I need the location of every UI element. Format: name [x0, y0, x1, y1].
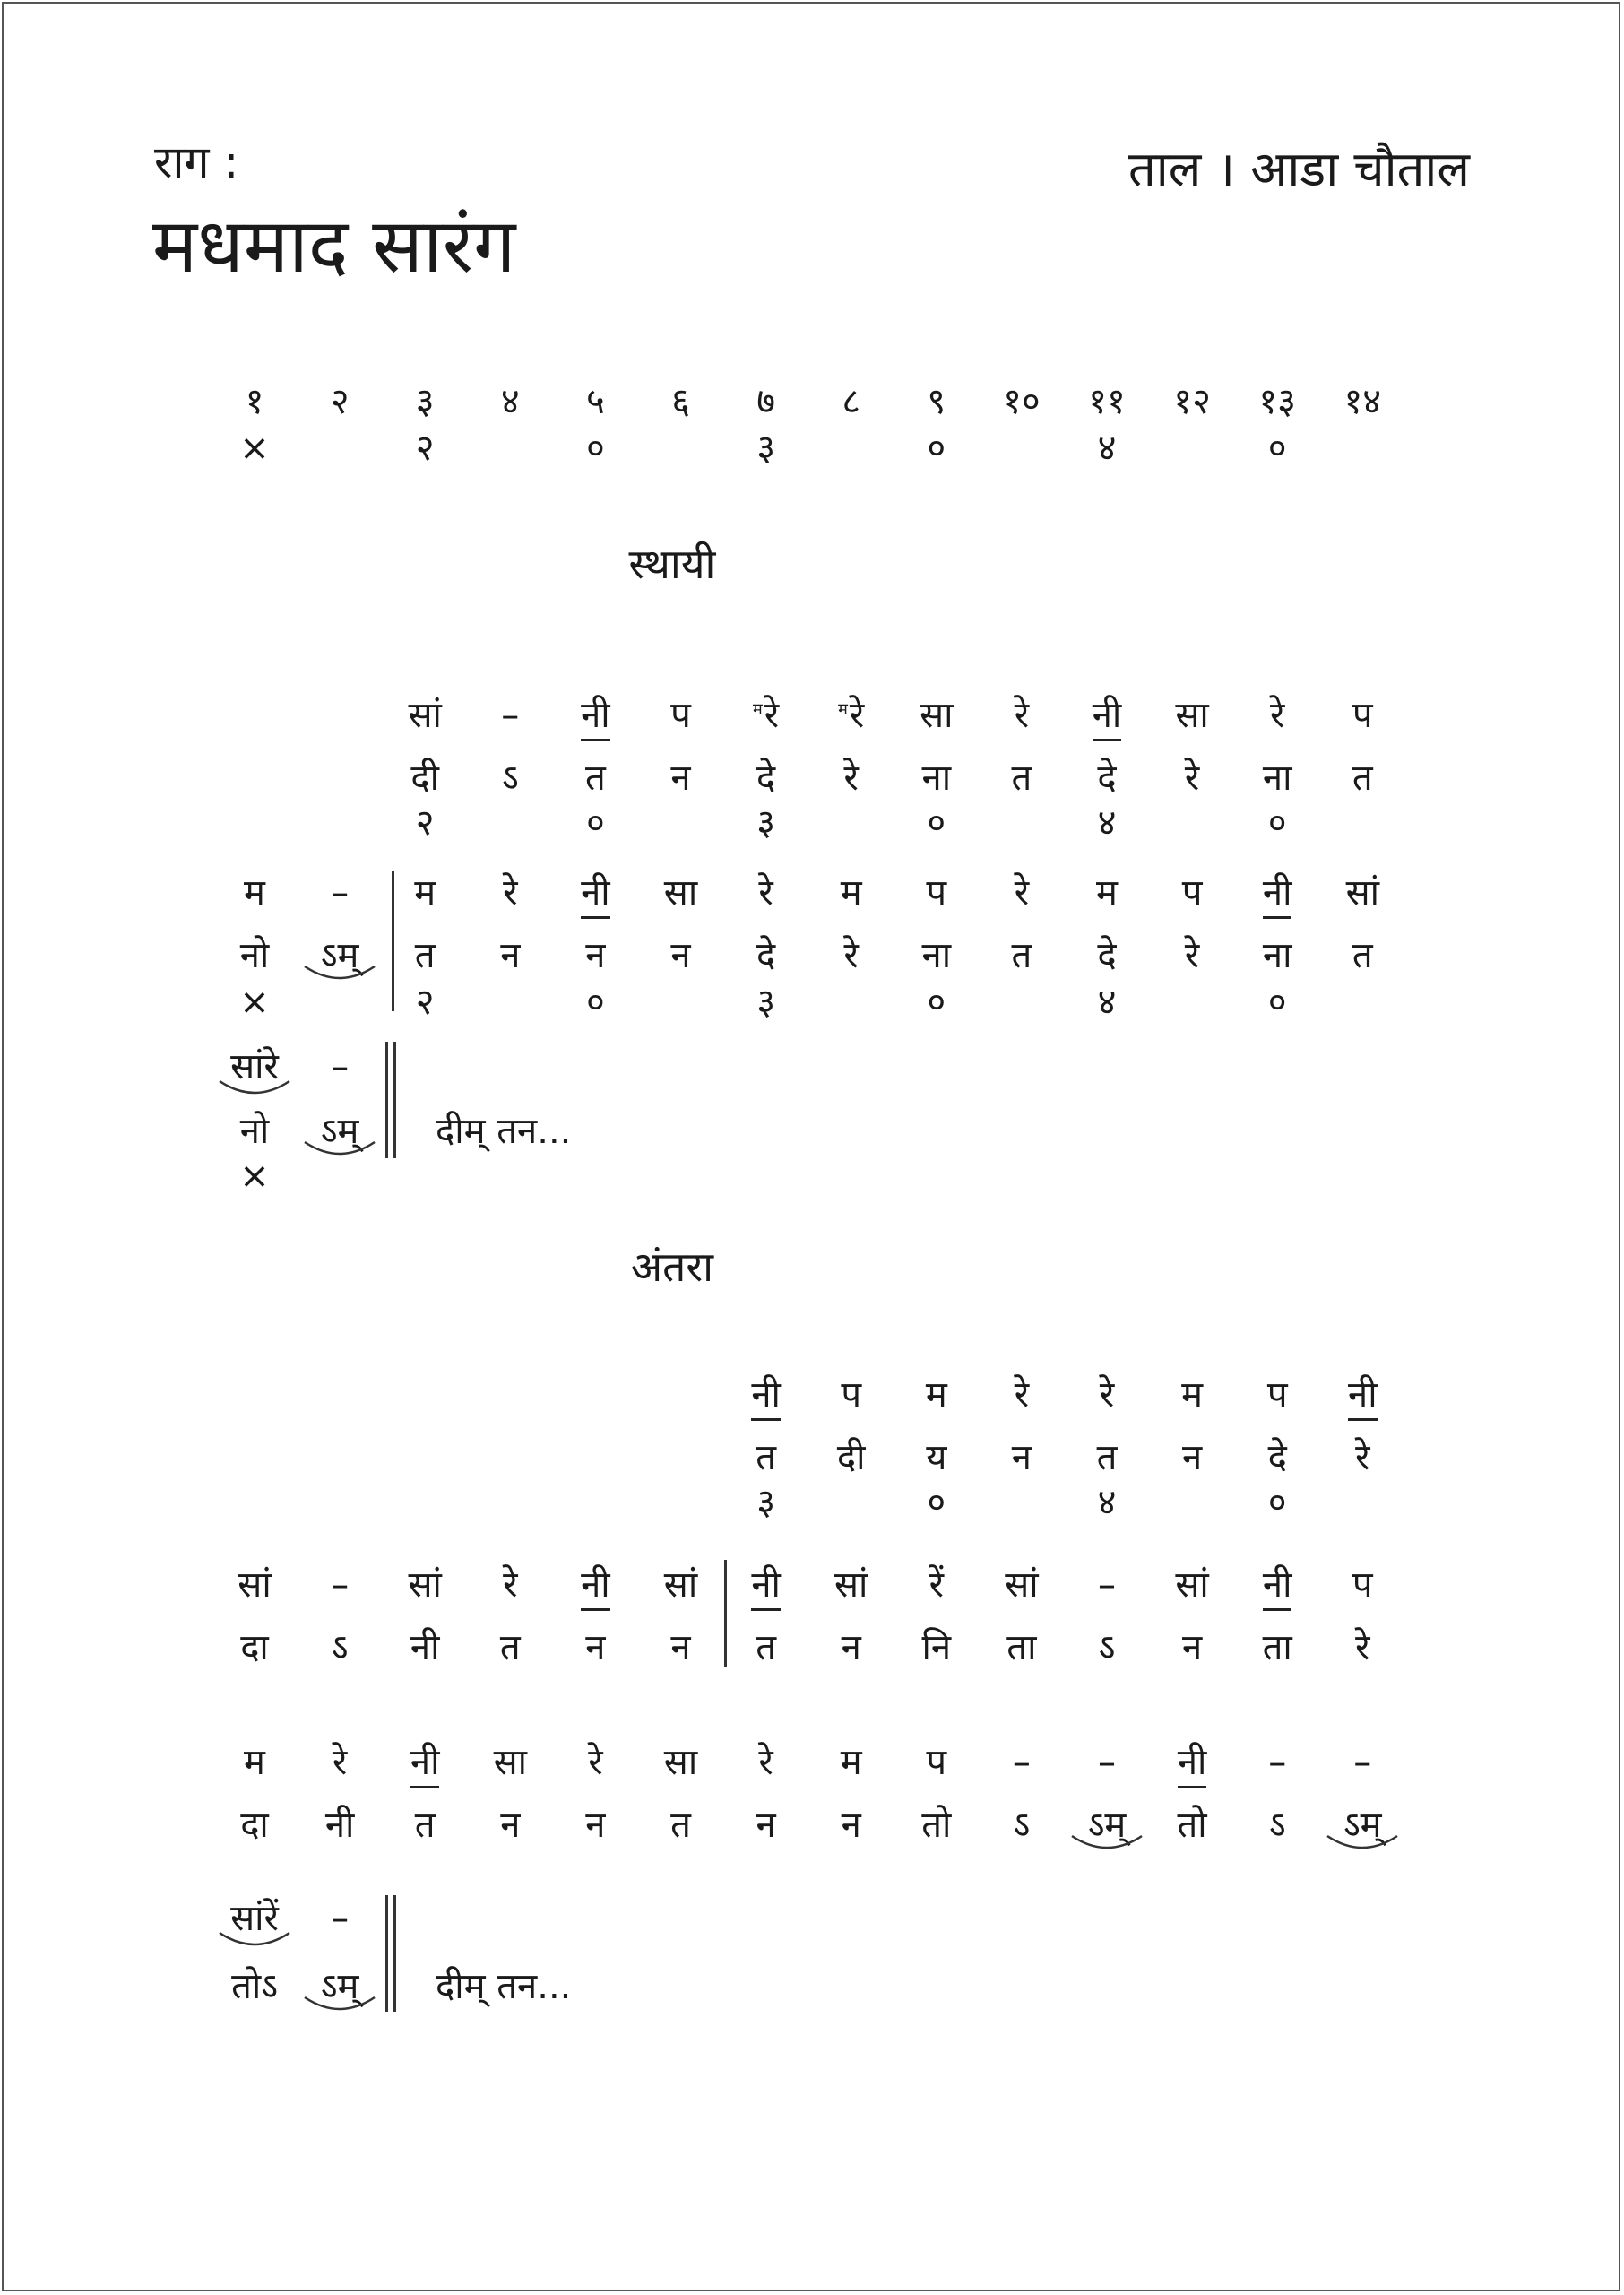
bol-syllable: रे: [1355, 1627, 1370, 1668]
double-barline: [385, 1042, 396, 1158]
taal-mark: २: [415, 428, 435, 469]
swar-note: म: [840, 872, 862, 914]
bol-syllable: त: [414, 1805, 436, 1846]
bol-syllable: दी: [836, 1437, 866, 1478]
swar-note: सां: [1175, 1564, 1209, 1606]
bol-syllable: ता: [1262, 1627, 1292, 1668]
bol-syllable: रे: [843, 935, 859, 976]
bol-syllable: रे: [1355, 1437, 1370, 1478]
swar-note: प: [1181, 872, 1203, 914]
beat-number: १३: [1258, 381, 1296, 422]
swar-note: म: [1096, 872, 1118, 914]
swar-note: सा: [663, 872, 698, 914]
swar-note: नी: [1147, 1745, 1237, 1780]
bol-syllable: ऽ: [501, 758, 519, 799]
taal-mark: ४: [1097, 1482, 1117, 1523]
beat-number: ५: [585, 381, 605, 422]
meend-arc: [302, 1139, 377, 1160]
bol-syllable: ना: [921, 935, 952, 976]
swar-note: नी: [550, 875, 640, 911]
meend-arc: [217, 1929, 292, 1951]
bol-syllable: न: [585, 1627, 606, 1668]
bol-syllable: न: [670, 935, 691, 976]
bol-syllable: दा: [240, 1627, 269, 1668]
taal-mark: ०: [927, 1482, 946, 1523]
swar-note: प: [670, 695, 691, 736]
bol-syllable: त: [756, 1627, 776, 1668]
swar-note: सां: [1005, 1564, 1039, 1606]
bol-syllable: रे: [843, 758, 859, 799]
bol-syllable: त: [670, 1805, 691, 1846]
bol-syllable: त: [499, 1627, 521, 1668]
taal-name: ताल । आडा चौताल: [1127, 141, 1470, 197]
bol-syllable: ना: [1262, 935, 1292, 976]
swar-note: प: [1352, 1564, 1373, 1606]
bol-syllable: त: [1096, 1437, 1118, 1478]
bol-syllable: न: [756, 1805, 776, 1846]
beat-number: २: [330, 381, 350, 422]
swar-note: प: [1266, 1374, 1288, 1416]
bol-syllable: त: [1011, 758, 1032, 799]
bol-syllable: न: [500, 935, 521, 976]
raag-label: राग :: [154, 136, 239, 188]
meend-arc: [1325, 1832, 1400, 1854]
swar-note: सांरें: [230, 1898, 279, 1939]
taal-mark: ०: [1267, 802, 1287, 844]
swar-note: –: [1098, 1742, 1116, 1783]
bol-syllable: तो: [1177, 1805, 1207, 1846]
swar-note: रे: [503, 872, 518, 914]
bol-syllable: तो: [921, 1805, 952, 1846]
swar-note: सां: [408, 695, 442, 736]
swar-note: सा: [493, 1742, 527, 1783]
beat-number: ९: [927, 381, 946, 422]
bol-syllable: नो: [239, 1111, 270, 1152]
swar-note: –: [1353, 1742, 1372, 1783]
swar-note: –: [1268, 1742, 1287, 1783]
swar-note: सा: [663, 1742, 698, 1783]
bol-syllable: तोऽ: [231, 1966, 278, 2007]
swar-note: प: [926, 872, 947, 914]
bol-syllable: त: [1011, 935, 1032, 976]
swar-note: रे: [1014, 695, 1030, 736]
bol-syllable: न: [841, 1627, 861, 1668]
bol-syllable: ऽ: [1013, 1805, 1031, 1846]
meend-arc: [302, 1994, 377, 2015]
beat-number: ७: [756, 381, 775, 422]
raag-name: मधमाद सारंग: [152, 202, 516, 290]
taal-mark: ०: [1267, 1482, 1287, 1523]
swar-note: सां: [834, 1564, 868, 1606]
bol-syllable: नी: [410, 1627, 440, 1668]
bol-syllable: दे: [756, 758, 776, 799]
bol-syllable: न: [500, 1805, 521, 1846]
taal-mark: ०: [585, 428, 605, 469]
swar-note: रे: [1014, 872, 1030, 914]
beat-number: ११: [1088, 381, 1126, 422]
taal-mark: ०: [585, 982, 605, 1023]
swar-note: नी: [1317, 1377, 1407, 1413]
bol-syllable: त: [1352, 758, 1373, 799]
taal-mark: ०: [927, 802, 946, 844]
bol-syllable: न: [1181, 1437, 1203, 1478]
bol-syllable: त: [1352, 935, 1373, 976]
swar-note: $^म$रे: [753, 695, 780, 736]
bol-syllable: ऽम्: [320, 1111, 359, 1152]
bol-syllable: त: [756, 1437, 776, 1478]
swar-note: $^म$रे: [838, 695, 865, 736]
swar-note: म: [244, 872, 265, 914]
swar-note: –: [331, 872, 350, 914]
bol-syllable: ता: [1006, 1627, 1037, 1668]
swar-note: म: [925, 1374, 947, 1416]
bol-syllable: न: [585, 935, 606, 976]
bol-syllable: न: [1011, 1437, 1032, 1478]
swar-note: –: [331, 1898, 350, 1939]
swar-note: नी: [380, 1745, 470, 1780]
beat-number: ३: [415, 381, 435, 422]
swar-note: नी: [721, 1567, 811, 1603]
bol-syllable: नी: [324, 1805, 355, 1846]
beat-number: ८: [842, 381, 861, 422]
swar-note: –: [331, 1564, 350, 1606]
bol-syllable: न: [585, 1805, 606, 1846]
swar-note: प: [841, 1374, 862, 1416]
swar-note: रे: [503, 1564, 518, 1606]
double-barline: [385, 1895, 396, 2012]
bol-syllable: ऽम्: [1343, 1805, 1382, 1846]
taal-mark: ×: [239, 982, 270, 1023]
beat-number: १: [245, 381, 264, 422]
taal-mark: ०: [927, 982, 946, 1023]
swar-note: सा: [1175, 695, 1209, 736]
taal-mark: २: [415, 982, 435, 1023]
taal-mark: ३: [756, 1482, 775, 1523]
bol-syllable: ऽ: [1268, 1805, 1286, 1846]
swar-note: रे: [1014, 1374, 1030, 1416]
meend-arc: [217, 1078, 292, 1099]
continuation-text: दीम् तन...: [436, 1966, 572, 2007]
swar-note: म: [414, 872, 436, 914]
bol-syllable: त: [584, 758, 606, 799]
swar-note: नी: [550, 697, 640, 733]
swar-note: –: [501, 695, 520, 736]
swar-note: रे: [332, 1742, 348, 1783]
bol-syllable: ना: [921, 758, 952, 799]
bol-syllable: दे: [756, 935, 776, 976]
bol-syllable: दे: [1097, 935, 1117, 976]
taal-mark: ३: [756, 428, 775, 469]
taal-mark: ३: [756, 802, 775, 844]
swar-note: प: [1352, 695, 1373, 736]
taal-mark: ४: [1097, 802, 1117, 844]
bol-syllable: न: [841, 1805, 861, 1846]
beat-number: १४: [1343, 381, 1382, 422]
bol-syllable: ऽम्: [320, 1966, 359, 2007]
swar-note: –: [1098, 1564, 1116, 1606]
swar-note: रे: [588, 1742, 603, 1783]
meend-arc: [1069, 1832, 1145, 1854]
bol-syllable: नि: [921, 1627, 952, 1668]
swar-note: नी: [1232, 1567, 1322, 1603]
taal-mark: ४: [1097, 428, 1117, 469]
taal-mark: २: [415, 802, 435, 844]
bol-syllable: दे: [1097, 758, 1117, 799]
bol-syllable: त: [414, 935, 436, 976]
beat-number: १२: [1173, 381, 1211, 422]
bol-syllable: न: [670, 758, 691, 799]
swar-note: रे: [1099, 1374, 1115, 1416]
swar-note: प: [926, 1742, 947, 1783]
bol-syllable: न: [1181, 1627, 1203, 1668]
taal-mark: ०: [1267, 428, 1287, 469]
bol-syllable: ऽ: [1098, 1627, 1116, 1668]
swar-note: सांरे: [230, 1046, 279, 1087]
bol-syllable: नो: [239, 935, 270, 976]
taal-mark: ×: [239, 428, 270, 469]
swar-note: सां: [663, 1564, 698, 1606]
meend-arc: [302, 963, 377, 984]
swar-note: सां: [408, 1564, 442, 1606]
bol-syllable: ऽम्: [320, 935, 359, 976]
taal-mark: ३: [756, 982, 775, 1023]
taal-mark: ०: [927, 428, 946, 469]
swar-note: रे: [1270, 695, 1285, 736]
swar-note: नी: [550, 1567, 640, 1603]
beat-number: ४: [500, 381, 520, 422]
continuation-text: दीम् तन...: [436, 1111, 572, 1152]
bol-syllable: ना: [1262, 758, 1292, 799]
taal-mark: ०: [1267, 982, 1287, 1023]
bol-syllable: रे: [1184, 935, 1200, 976]
bol-syllable: रे: [1184, 758, 1200, 799]
swar-note: रें: [929, 1564, 944, 1606]
grace-note: म: [753, 700, 763, 719]
swar-note: म: [1181, 1374, 1204, 1416]
swar-note: सा: [920, 695, 954, 736]
swar-note: रे: [758, 1742, 773, 1783]
bol-syllable: ऽम्: [1087, 1805, 1127, 1846]
taal-mark: ×: [239, 1156, 270, 1197]
swar-note: म: [840, 1742, 862, 1783]
swar-note: सां: [238, 1564, 272, 1606]
swar-note: नी: [1232, 875, 1322, 911]
taal-mark: ४: [1097, 982, 1117, 1023]
bol-syllable: य: [926, 1437, 947, 1478]
grace-note: म: [838, 700, 848, 719]
bol-syllable: दा: [240, 1805, 269, 1846]
antara-title: अंतरा: [630, 1243, 714, 1291]
swar-note: सां: [1345, 872, 1379, 914]
beat-number: ६: [671, 381, 690, 422]
bol-syllable: दी: [410, 758, 439, 799]
swar-note: –: [1012, 1742, 1031, 1783]
swar-note: नी: [721, 1377, 811, 1413]
bol-syllable: दे: [1267, 1437, 1287, 1478]
taal-mark: ०: [585, 802, 605, 844]
beat-number: १०: [1003, 381, 1041, 422]
sthayi-title: स्थायी: [628, 540, 716, 588]
swar-note: म: [244, 1742, 265, 1783]
swar-note: नी: [1062, 697, 1152, 733]
swar-note: रे: [758, 872, 773, 914]
bol-syllable: ऽ: [331, 1627, 349, 1668]
bol-syllable: न: [670, 1627, 691, 1668]
swar-note: –: [331, 1046, 350, 1087]
